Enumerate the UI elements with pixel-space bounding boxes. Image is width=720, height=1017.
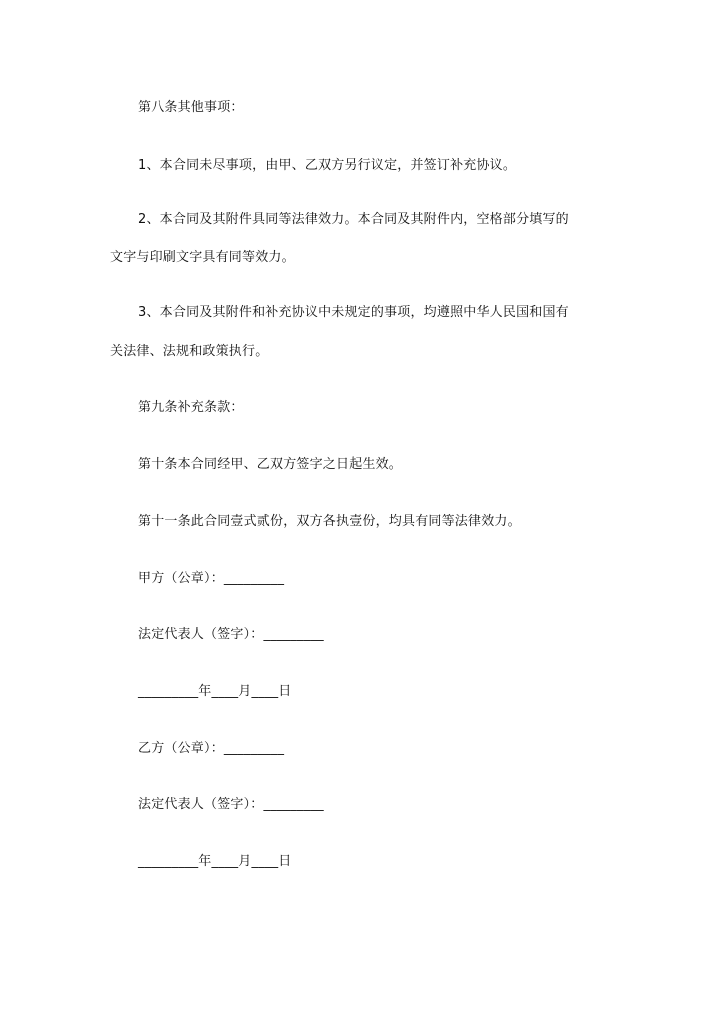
- party-b-date-field: _________年____月____日: [138, 854, 292, 869]
- article8-heading: 第八条其他事项：: [138, 100, 244, 115]
- article9-heading: 第九条补充条款：: [138, 400, 244, 415]
- party-b-representative-field: 法定代表人（签字）：_________: [138, 797, 324, 812]
- article10: 第十条本合同经甲、乙双方签字之日起生效。: [138, 457, 403, 472]
- article11: 第十一条此合同壹式贰份，双方各执壹份，均具有同等法律效力。: [138, 514, 521, 529]
- clause-3-line-1: 3、本合同及其附件和补充协议中未规定的事项，均遵照中华人民国和国有: [138, 305, 569, 320]
- party-a-date-field: _________年____月____日: [138, 684, 292, 699]
- party-b-seal-field: 乙方（公章）：_________: [138, 741, 285, 756]
- party-a-representative-field: 法定代表人（签字）：_________: [138, 627, 324, 642]
- party-a-seal-field: 甲方（公章）：_________: [138, 571, 285, 586]
- clause-3-line-2: 关法律、法规和政策执行。: [110, 344, 269, 359]
- clause-1: 1、本合同未尽事项，由甲、乙双方另行议定，并签订补充协议。: [138, 158, 517, 173]
- clause-2-line-2: 文字与印刷文字具有同等效力。: [110, 250, 295, 265]
- clause-2-line-1: 2、本合同及其附件具同等法律效力。本合同及其附件内，空格部分填写的: [138, 212, 569, 227]
